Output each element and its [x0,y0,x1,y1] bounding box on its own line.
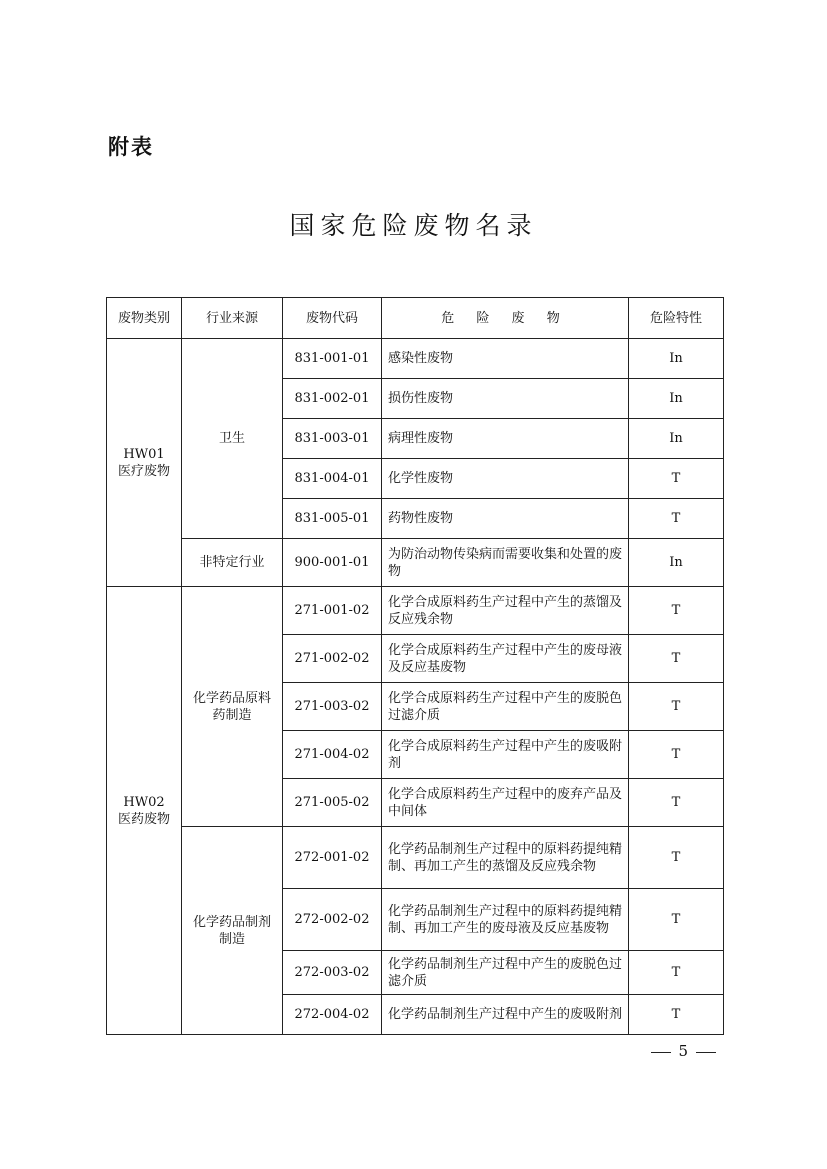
footer-dash-right [696,1052,716,1053]
category-name: 医药废物 [117,811,170,827]
waste-description: 化学合成原料药生产过程中产生的蒸馏及反应残余物 [382,587,629,635]
waste-code: 271-002-02 [283,635,382,683]
waste-description: 化学合成原料药生产过程中的废弃产品及中间体 [382,779,629,827]
hazardous-waste-table [106,297,724,1035]
table-row [107,339,724,379]
page-title: 国家危险废物名录 [289,211,538,240]
hazard-property: T [629,683,724,731]
footer-dash-left [651,1052,671,1053]
waste-code: 831-002-01 [283,379,382,419]
waste-code: 272-003-02 [283,951,382,995]
header-category: 废物类别 [107,298,182,339]
hazard-property: T [629,951,724,995]
waste-description: 化学合成原料药生产过程中产生的废脱色过滤介质 [382,683,629,731]
hazard-property: T [629,889,724,951]
waste-code: 831-003-01 [283,419,382,459]
header-hazard: 危险特性 [629,298,724,339]
waste-code: 831-001-01 [283,339,382,379]
hazard-property: T [629,587,724,635]
waste-description: 化学合成原料药生产过程中产生的废吸附剂 [382,731,629,779]
waste-code: 271-003-02 [283,683,382,731]
hazard-property: T [629,731,724,779]
annex-label: 附表 [108,135,154,159]
waste-description: 化学性废物 [382,459,629,499]
waste-description: 化学药品制剂生产过程中产生的废脱色过滤介质 [382,951,629,995]
hazard-property: T [629,635,724,683]
hazard-property: T [629,995,724,1035]
header-industry: 行业来源 [182,298,283,339]
table-row [107,827,724,889]
waste-description: 病理性废物 [382,419,629,459]
industry-source: 化学药品原料药制造 [182,587,283,827]
page-footer [644,1042,723,1060]
waste-code: 900-001-01 [283,539,382,587]
industry-source: 化学药品制剂制造 [182,827,283,1035]
table-row [107,587,724,635]
hazard-property: In [629,419,724,459]
waste-description: 化学药品制剂生产过程中产生的废吸附剂 [382,995,629,1035]
category-code: HW02 [123,794,165,810]
hazard-property: T [629,779,724,827]
category-cell [107,587,182,1035]
header-code: 废物代码 [283,298,382,339]
waste-description: 药物性废物 [382,499,629,539]
table-header-row [107,298,724,339]
waste-code: 831-005-01 [283,499,382,539]
category-cell [107,339,182,587]
hazard-property: T [629,499,724,539]
waste-code: 272-004-02 [283,995,382,1035]
waste-code: 831-004-01 [283,459,382,499]
hazard-property: In [629,339,724,379]
waste-code: 271-004-02 [283,731,382,779]
industry-source: 非特定行业 [182,539,283,587]
waste-code: 271-001-02 [283,587,382,635]
hazard-property: In [629,379,724,419]
waste-code: 271-005-02 [283,779,382,827]
hazard-property: In [629,539,724,587]
waste-description: 化学合成原料药生产过程中产生的废母液及反应基废物 [382,635,629,683]
header-waste: 危 险 废 物 [382,298,629,339]
waste-description: 化学药品制剂生产过程中的原料药提纯精制、再加工产生的废母液及反应基废物 [382,889,629,951]
table-row [107,539,724,587]
waste-code: 272-001-02 [283,827,382,889]
waste-description: 损伤性废物 [382,379,629,419]
hazard-property: T [629,827,724,889]
industry-source: 卫生 [182,339,283,539]
page-number: 5 [678,1042,689,1060]
waste-code: 272-002-02 [283,889,382,951]
waste-description: 为防治动物传染病而需要收集和处置的废物 [382,539,629,587]
waste-description: 化学药品制剂生产过程中的原料药提纯精制、再加工产生的蒸馏及反应残余物 [382,827,629,889]
category-code: HW01 [123,446,165,462]
waste-description: 感染性废物 [382,339,629,379]
hazard-property: T [629,459,724,499]
category-name: 医疗废物 [117,463,170,479]
